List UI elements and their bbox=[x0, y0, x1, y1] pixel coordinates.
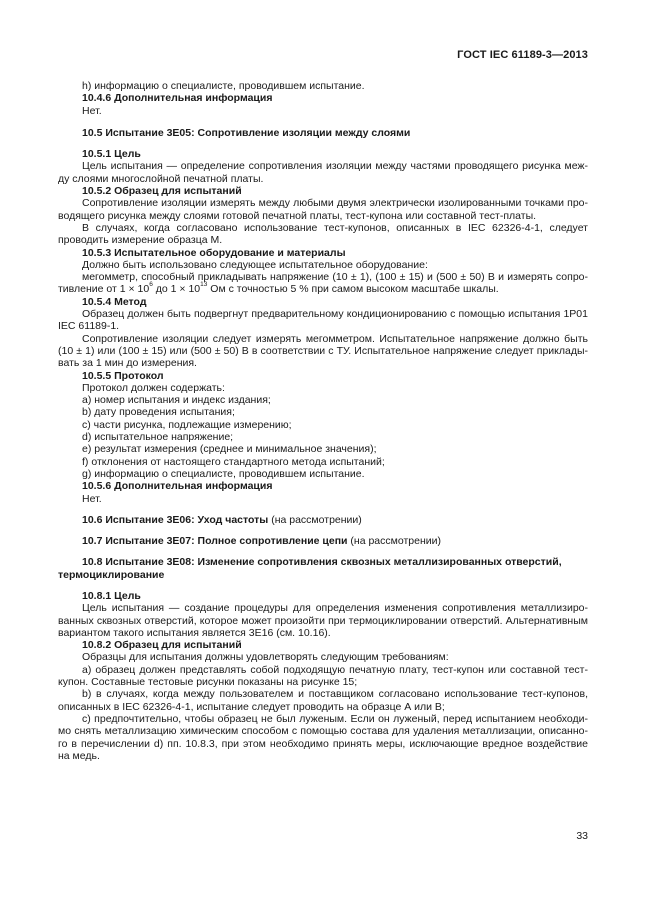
page-number: 33 bbox=[576, 830, 588, 842]
text-run: Ом с точностью 5 % при самом высоком масштабе шкалы. bbox=[207, 283, 499, 296]
list-item: f) отклонения от настоящего стандартного метода испытаний; bbox=[82, 455, 385, 468]
heading-text: 10.7 Испытание 3E07: Полное сопротивление цепи bbox=[82, 535, 348, 548]
list-item: g) информацию о специалисте, проводившем испытание. bbox=[82, 467, 365, 480]
section-heading: 10.5.6 Дополнительная информация bbox=[82, 480, 273, 493]
page-content bbox=[58, 80, 588, 762]
document-header: ГОСТ IEC 61189-3—2013 bbox=[457, 49, 588, 61]
list-item: а) номер испытания и индекс издания; bbox=[82, 394, 271, 407]
section-heading bbox=[58, 535, 588, 547]
heading-note: (на рассмотрении) bbox=[347, 535, 441, 548]
section-heading: 10.5.5 Протокол bbox=[82, 369, 164, 382]
text-run: мегомметр, способный прикладывать напряжение (10 ± 1), (100 ± 15) и (500 ± 50) В и измерять сопро-тивление от 1 × 10 bbox=[58, 271, 588, 296]
paragraph: Образцы для испытания должны удовлетворять следующим требованиям: bbox=[82, 651, 449, 664]
paragraph: Цель испытания — создание процедуры для определения изменения сопротивления металлизиро-ванных сквозных отверстий, которое может произойти при термоциклировании отверстий. Альтернативным вариантом такого испытания является 3E16 (см. 10.16). bbox=[58, 602, 588, 639]
list-item: а) образец должен представлять собой подходящую печатную плату, тест-купон или составной тест-купон. Составные тестовые рисунки показаны на рисунке 15; bbox=[58, 663, 588, 689]
section-heading: 10.5.4 Метод bbox=[82, 295, 147, 308]
section-heading: 10.8 Испытание 3E08: Изменение сопротивления сквозных металлизированных отверстий, термоциклирование bbox=[58, 556, 562, 581]
paragraph bbox=[58, 271, 588, 296]
paragraph: Сопротивление изоляции следует измерять мегомметром. Испытательное напряжение должно быть (10 ± 1) или (100 ± 15) или (500 ± 50) В в соответствии с ТУ. Испытательное напряжение следует приклады-вать за 1 мин до измерения. bbox=[58, 332, 588, 370]
exponent: 6 bbox=[149, 281, 153, 289]
paragraph: Протокол должен содержать: bbox=[82, 381, 225, 394]
list-item: b) дату проведения испытания; bbox=[82, 406, 235, 419]
paragraph: h) информацию о специалисте, проводившем испытание. bbox=[82, 80, 365, 92]
heading-note: (на рассмотрении) bbox=[268, 513, 362, 526]
paragraph: Нет. bbox=[82, 492, 102, 505]
section-heading: 10.4.6 Дополнительная информация bbox=[82, 92, 273, 105]
section-heading bbox=[58, 514, 588, 526]
section-heading: 10.5.2 Образец для испытаний bbox=[82, 185, 242, 198]
section-heading: 10.8.1 Цель bbox=[82, 589, 141, 602]
list-item: b) в случаях, когда между пользователем и поставщиком согласовано использование тест-купонов, описанных в IEC 62326-4-1, испытание следует проводить на образце А или В; bbox=[58, 688, 588, 713]
text-run: до 1 × 10 bbox=[152, 283, 201, 296]
heading-text: 10.6 Испытание 3E06: Уход частоты bbox=[82, 513, 269, 526]
paragraph: Нет. bbox=[82, 104, 102, 117]
list-item: d) испытательное напряжение; bbox=[82, 431, 234, 444]
paragraph: Должно быть использовано следующее испытательное оборудование: bbox=[82, 258, 428, 271]
section-heading: 10.8.2 Образец для испытаний bbox=[82, 639, 242, 652]
paragraph: Сопротивление изоляции измерять между любыми двумя электрически изолированными точками про-водящего рисунка между слоями готовой печатной платы, тест-купона или составной тест-платы. bbox=[58, 197, 588, 222]
paragraph: В случаях, когда согласовано использование тест-купонов, описанных в IEC 62326-4-1, следует проводить измерение образца М. bbox=[58, 221, 588, 247]
section-heading: 10.5 Испытание 3E05: Сопротивление изоляции между слоями bbox=[82, 126, 411, 139]
section-heading: 10.5.1 Цель bbox=[82, 148, 141, 161]
list-item: с) предпочтительно, чтобы образец не был луженым. Если он луженый, перед испытанием необходи-мо снять металлизацию химическим способом с помощью состава для удаления металлизации, описанно-го в перечислении d) пп. 10.8.3, при этом необходимо принять меры, исключающие вредное воздействие на медь. bbox=[58, 712, 588, 762]
list-item: е) результат измерения (среднее и минимальное значения); bbox=[82, 443, 377, 456]
list-item: с) части рисунка, подлежащие измерению; bbox=[82, 418, 292, 431]
paragraph: Цель испытания — определение сопротивления изоляции между частями проводящего рисунка меж-ду слоями многослойной печатной платы. bbox=[58, 160, 588, 185]
section-heading: 10.5.3 Испытательное оборудование и материалы bbox=[82, 246, 346, 259]
paragraph: Образец должен быть подвергнут предварительному кондиционированию с помощью испытания 1P01 IEC 61189-1. bbox=[58, 308, 588, 333]
exponent: 13 bbox=[200, 281, 208, 289]
